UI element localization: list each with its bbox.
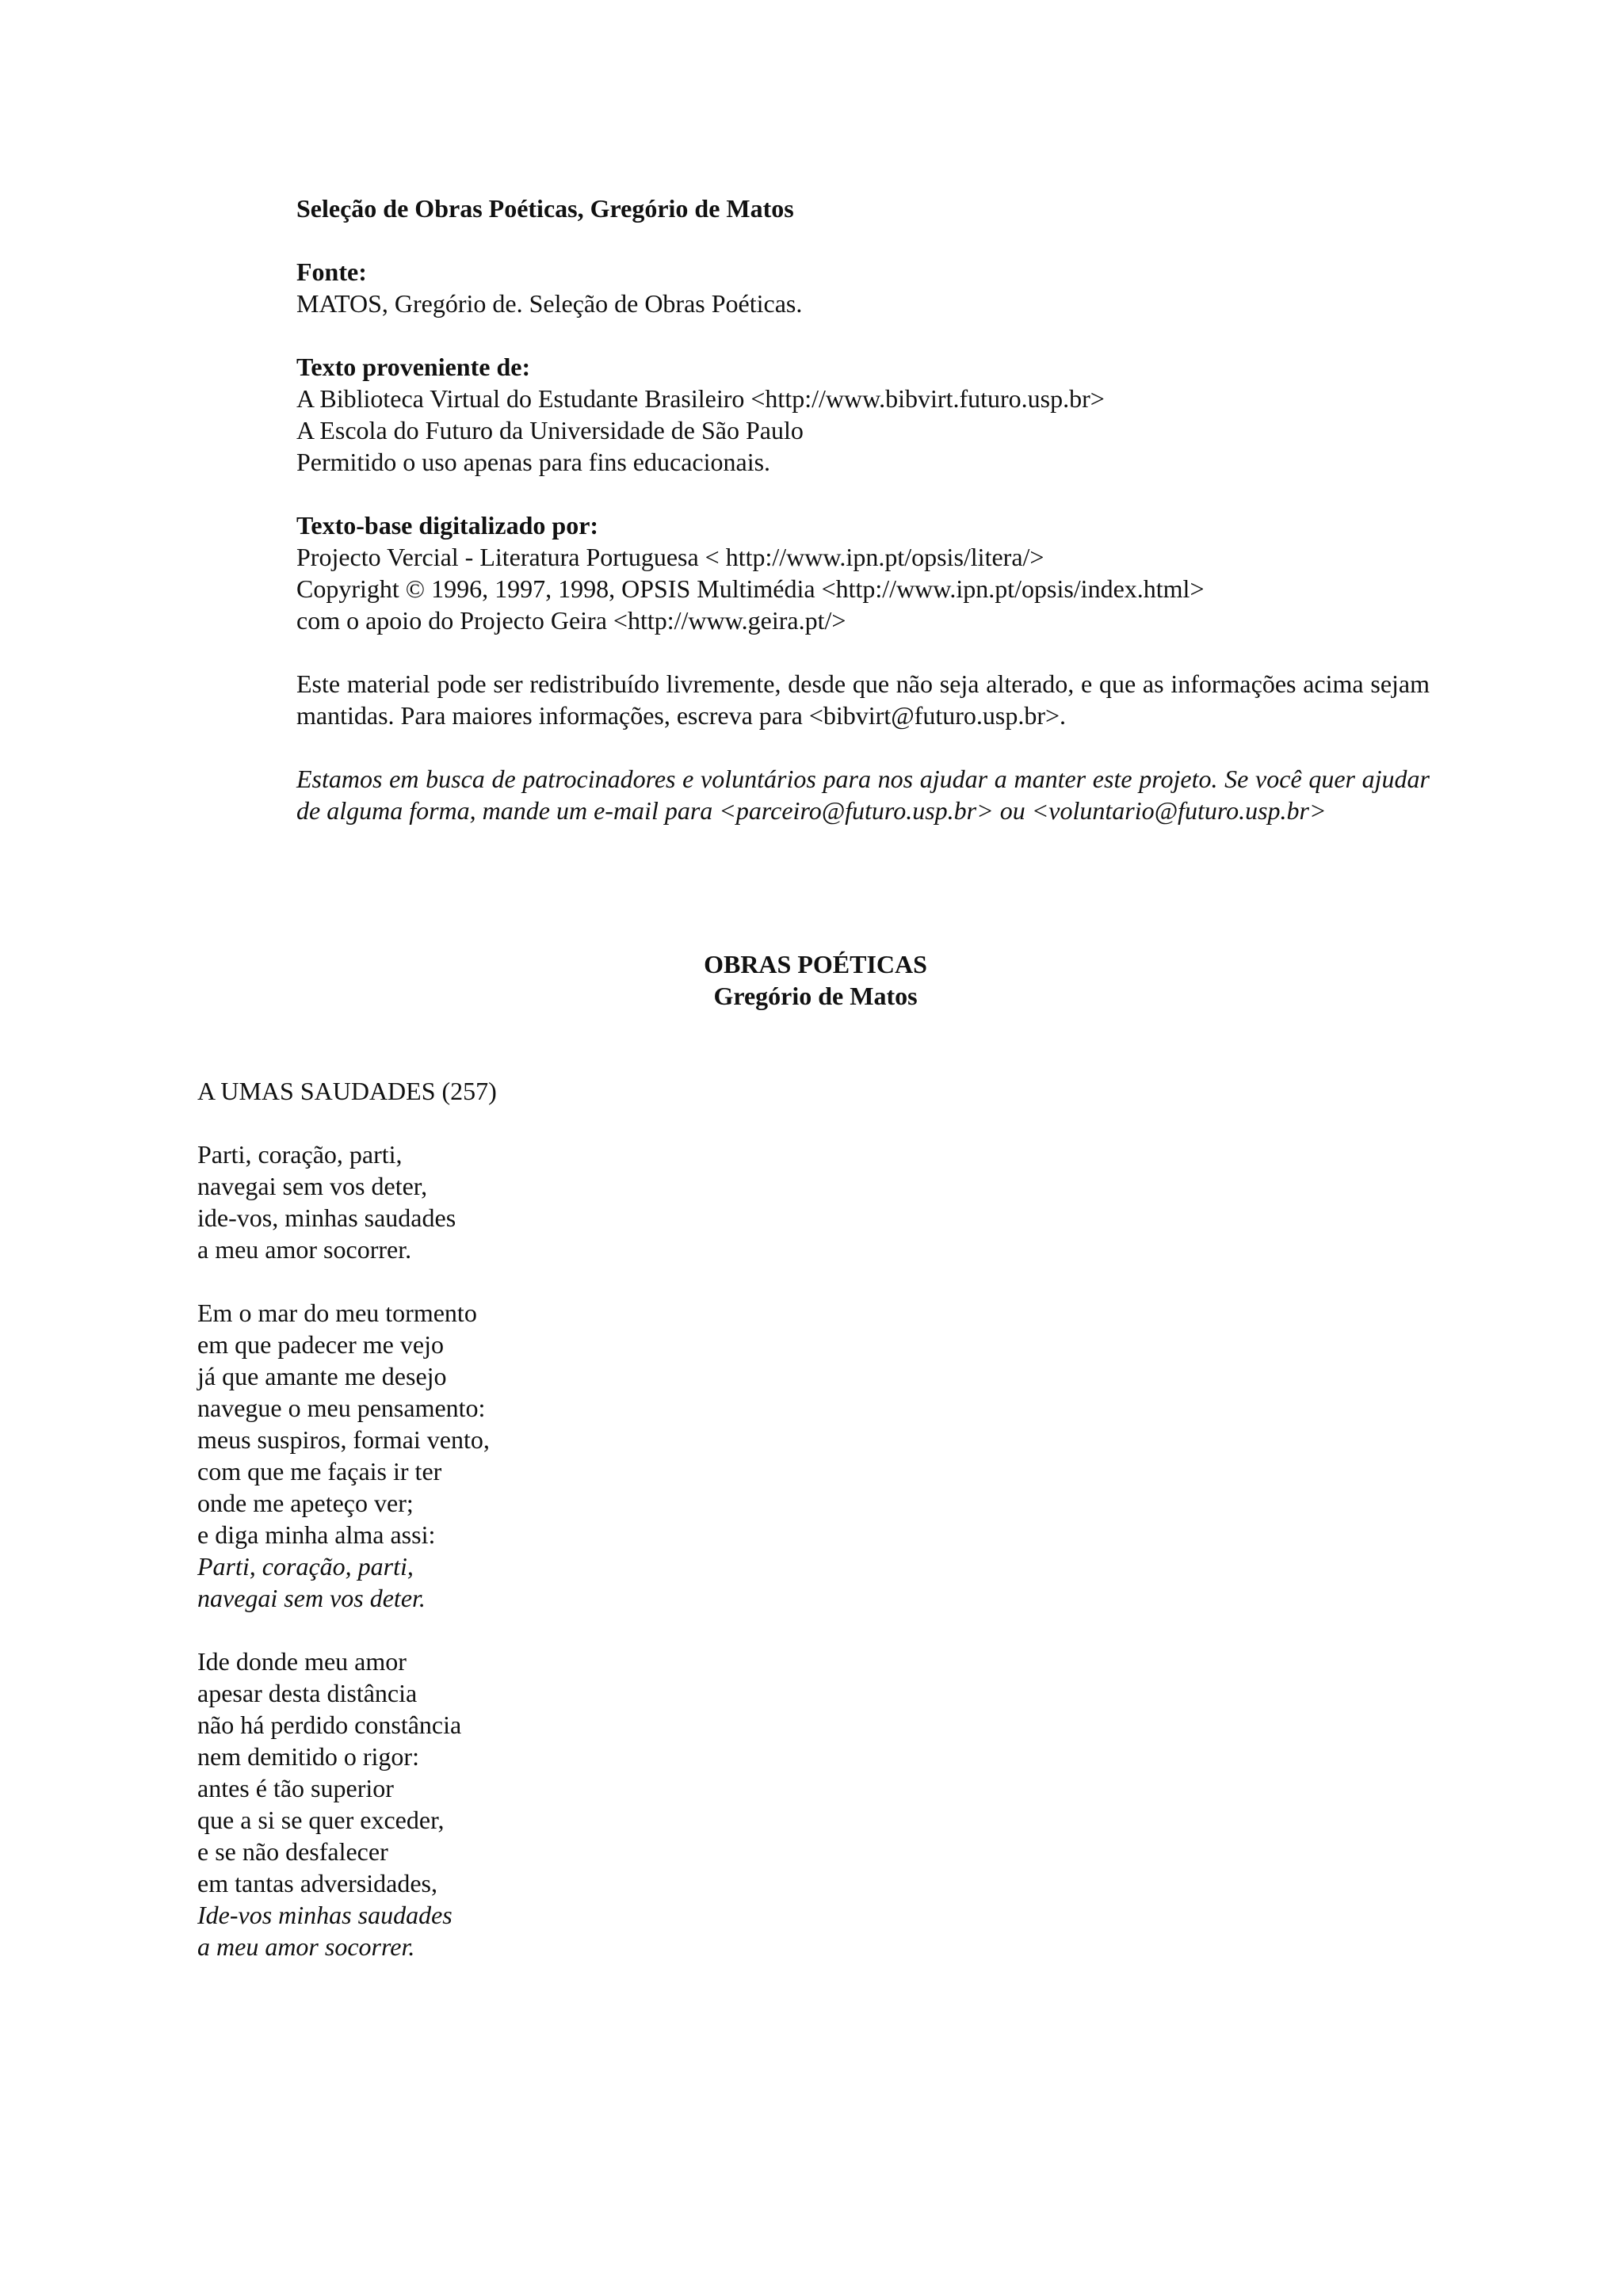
origin-label: Texto proveniente de: bbox=[296, 353, 531, 381]
verse: em tantas adversidades, bbox=[197, 1869, 437, 1897]
poem bbox=[197, 1075, 990, 1994]
verse: não há perdido constância bbox=[197, 1711, 462, 1739]
work-author: Gregório de Matos bbox=[713, 982, 918, 1010]
digitized-block bbox=[296, 509, 1430, 636]
digitized-line: com o apoio do Projecto Geira <http://www.geira.pt/> bbox=[296, 606, 846, 635]
verse: com que me façais ir ter bbox=[197, 1457, 442, 1486]
poem-title: A UMAS SAUDADES (257) bbox=[197, 1077, 497, 1105]
verse: Parti, coração, parti, bbox=[197, 1140, 403, 1169]
redistribution-notice: Este material pode ser redistribuído livremente, desde que não seja alterado, e que as informações acima sejam mantidas. Para maiores informações, escreva para <bibvirt@futuro.usp.br>. bbox=[296, 669, 1430, 730]
origin-line: A Biblioteca Virtual do Estudante Brasileiro <http://www.bibvirt.futuro.usp.br> bbox=[296, 384, 1105, 413]
source-label: Fonte: bbox=[296, 257, 367, 286]
verse: ide-vos, minhas saudades bbox=[197, 1203, 456, 1232]
verse: e se não desfalecer bbox=[197, 1837, 388, 1866]
stanza bbox=[197, 1138, 990, 1265]
refrain-verse: Parti, coração, parti, bbox=[197, 1552, 414, 1581]
verse: a meu amor socorrer. bbox=[197, 1235, 412, 1264]
source-text: MATOS, Gregório de. Seleção de Obras Poéticas. bbox=[296, 289, 803, 318]
verse: Ide donde meu amor bbox=[197, 1647, 407, 1676]
refrain-verse: navegai sem vos deter. bbox=[197, 1584, 426, 1612]
work-heading bbox=[0, 948, 1623, 1012]
source-block bbox=[296, 256, 1430, 319]
verse: Em o mar do meu tormento bbox=[197, 1299, 477, 1327]
digitized-line: Projecto Vercial - Literatura Portuguesa < http://www.ipn.pt/opsis/litera/> bbox=[296, 543, 1044, 571]
verse: já que amante me desejo bbox=[197, 1362, 447, 1390]
work-title: OBRAS POÉTICAS bbox=[704, 950, 927, 978]
origin-line: Permitido o uso apenas para fins educacionais. bbox=[296, 448, 771, 476]
verse: meus suspiros, formai vento, bbox=[197, 1425, 490, 1454]
refrain-verse: Ide-vos minhas saudades bbox=[197, 1901, 453, 1929]
origin-block bbox=[296, 351, 1430, 478]
verse: apesar desta distância bbox=[197, 1679, 418, 1707]
front-matter bbox=[296, 193, 1430, 858]
stanza bbox=[197, 1646, 990, 1962]
origin-line: A Escola do Futuro da Universidade de São Paulo bbox=[296, 416, 804, 444]
verse: antes é tão superior bbox=[197, 1774, 394, 1802]
digitized-line: Copyright © 1996, 1997, 1998, OPSIS Multimédia <http://www.ipn.pt/opsis/index.html> bbox=[296, 574, 1205, 603]
stanza bbox=[197, 1297, 990, 1614]
verse: nem demitido o rigor: bbox=[197, 1742, 419, 1771]
verse: que a si se quer exceder, bbox=[197, 1806, 445, 1834]
verse: em que padecer me vejo bbox=[197, 1330, 444, 1359]
header-block bbox=[296, 193, 1430, 224]
sponsors-notice: Estamos em busca de patrocinadores e voluntários para nos ajudar a manter este projeto. Se você quer ajudar de alguma forma, mande um e-mail para <parceiro@futuro.usp.br> ou <voluntario@futuro.usp.br> bbox=[296, 765, 1430, 825]
verse: e diga minha alma assi: bbox=[197, 1520, 436, 1549]
refrain-verse: a meu amor socorrer. bbox=[197, 1932, 415, 1961]
digitized-label: Texto-base digitalizado por: bbox=[296, 511, 599, 540]
document-title: Seleção de Obras Poéticas, Gregório de Matos bbox=[296, 194, 794, 223]
verse: navegai sem vos deter, bbox=[197, 1172, 428, 1200]
verse: navegue o meu pensamento: bbox=[197, 1394, 486, 1422]
verse: onde me apeteço ver; bbox=[197, 1489, 414, 1517]
